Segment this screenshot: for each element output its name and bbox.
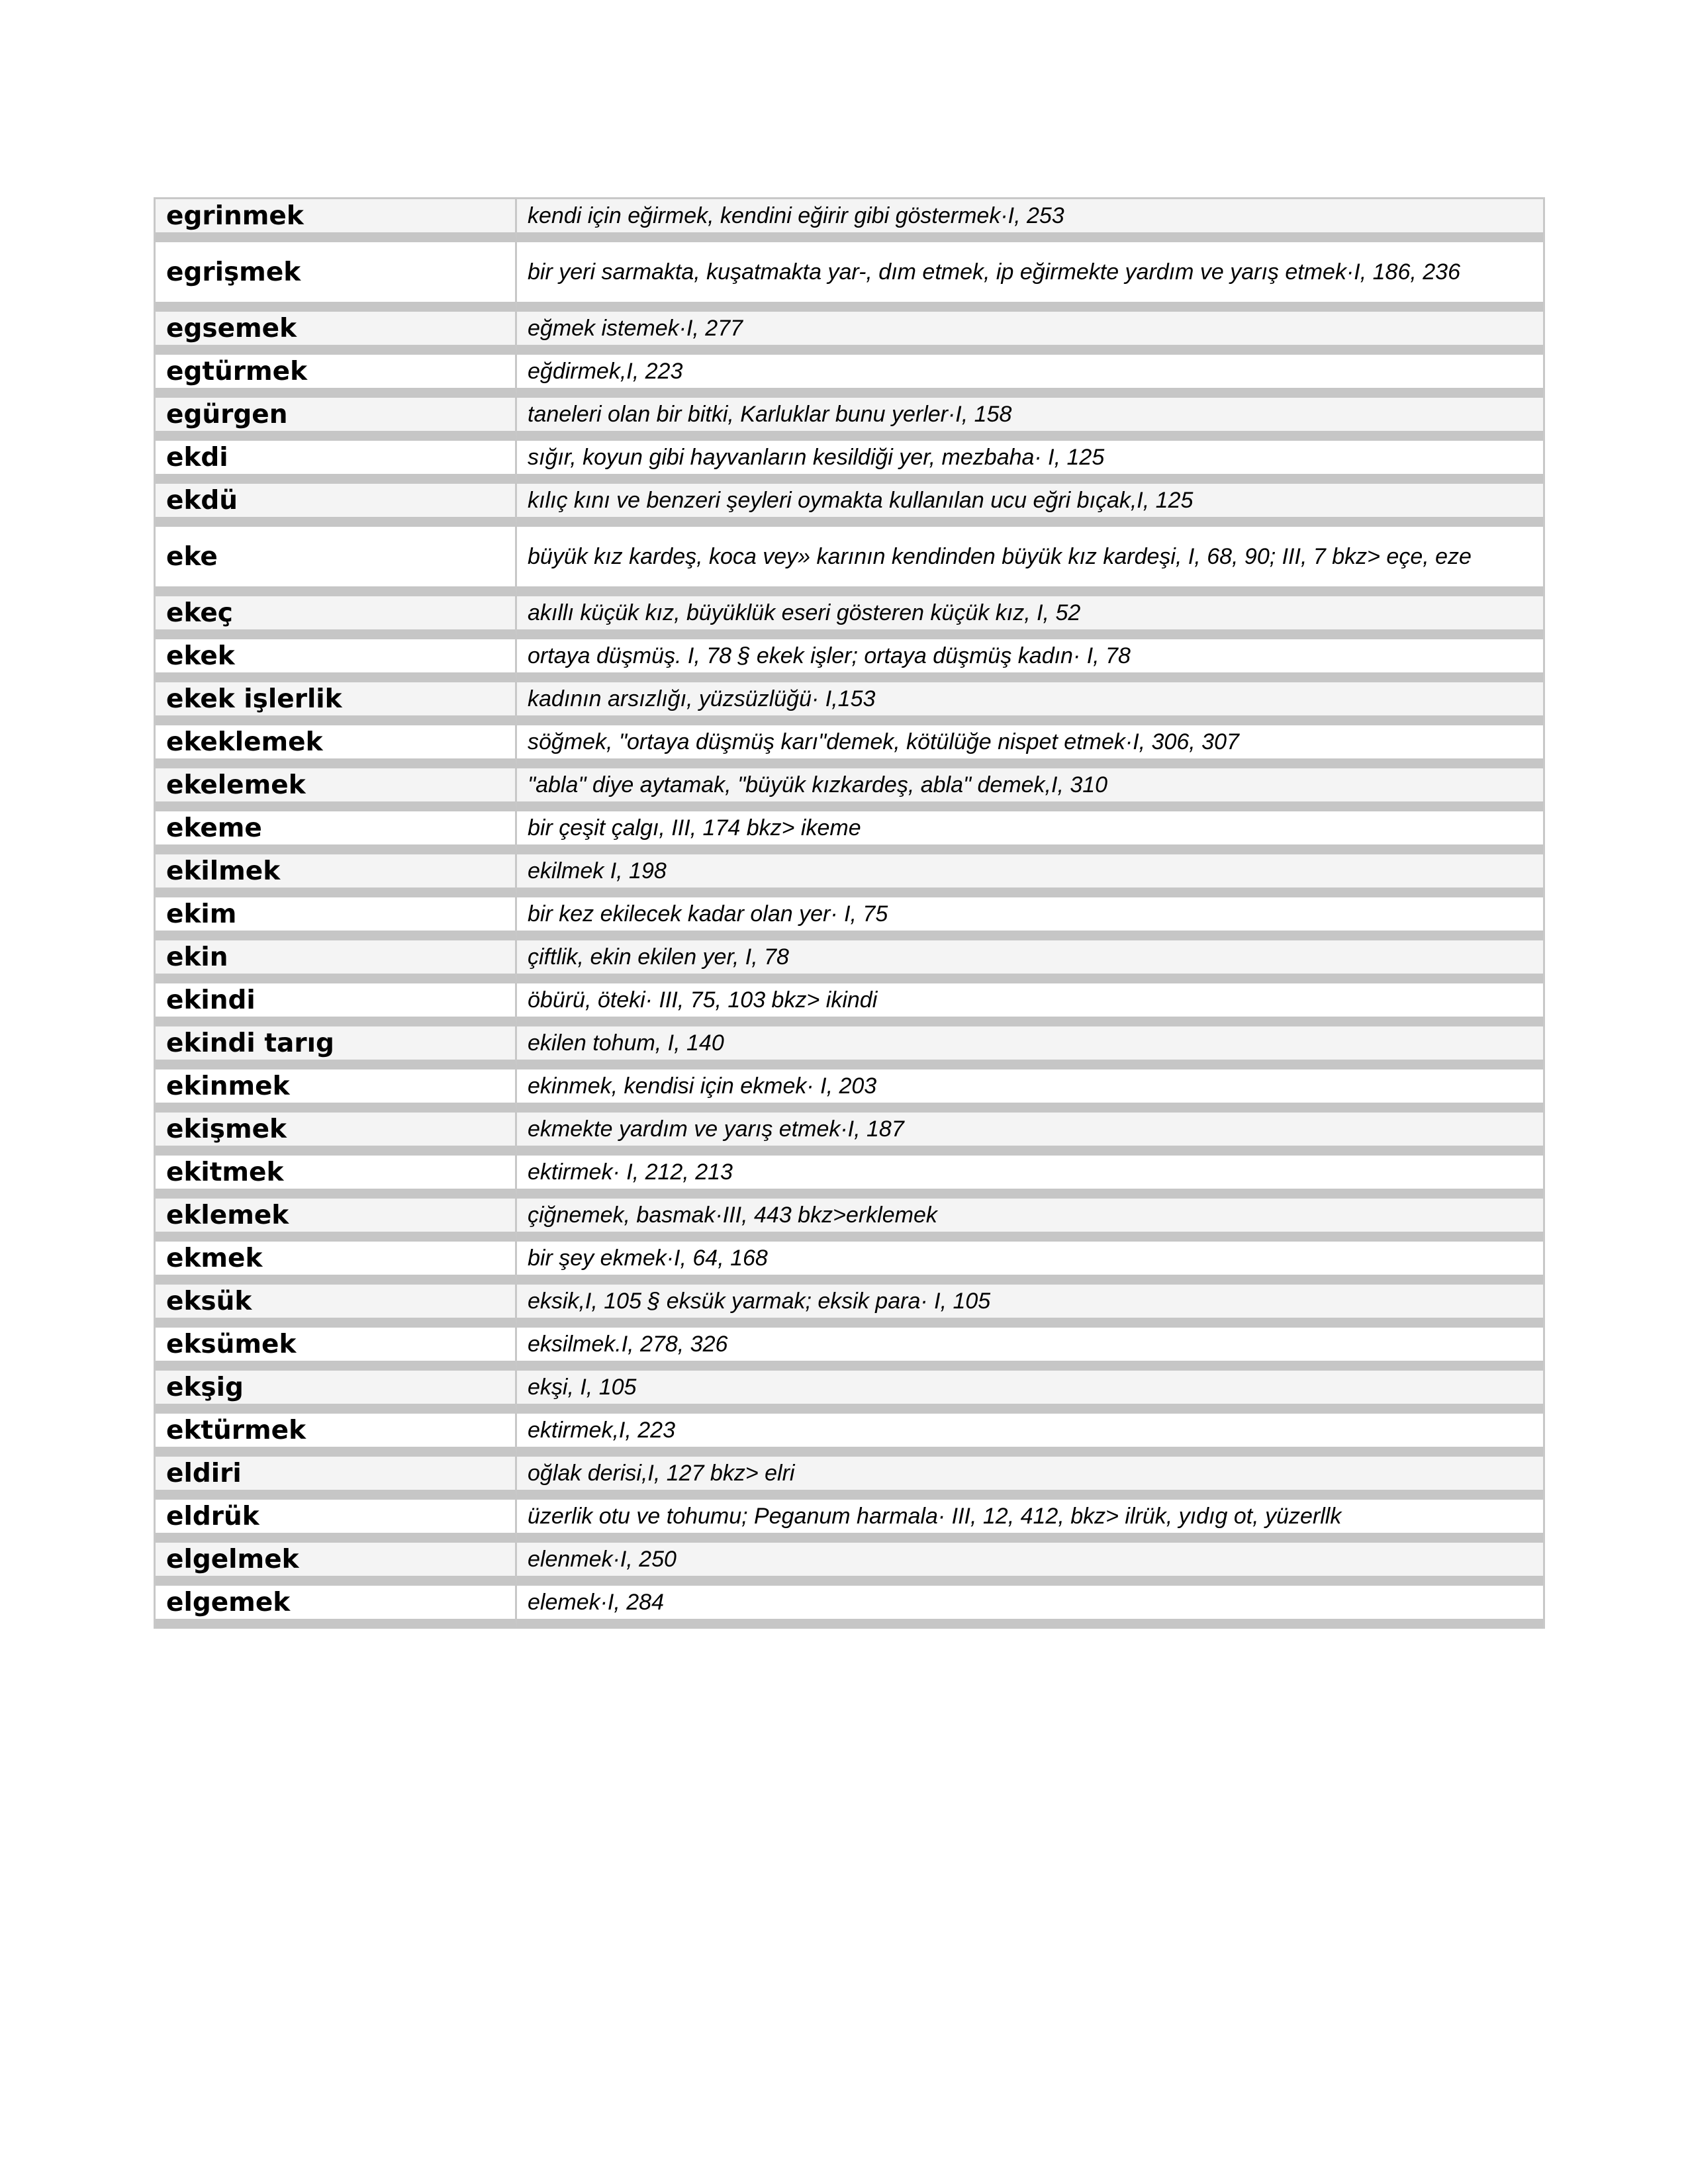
entry-term: elgemek — [156, 1586, 517, 1629]
entry-term: ekdü — [156, 484, 517, 527]
entry-term: eldrük — [156, 1500, 517, 1543]
table-row — [156, 639, 1543, 682]
entry-term: ekin — [156, 940, 517, 983]
table-row — [156, 1156, 1543, 1199]
entry-term: eksük — [156, 1285, 517, 1328]
entry-definition: ortaya düşmüş. I, 78 § ekek işler; ortaya düşmüş kadın· I, 78 — [517, 639, 1543, 682]
table-row — [156, 398, 1543, 441]
table-row — [156, 441, 1543, 484]
table-row — [156, 1414, 1543, 1457]
entry-term: ekeklemek — [156, 725, 517, 768]
table-row — [156, 1328, 1543, 1371]
table-row — [156, 1457, 1543, 1500]
entry-term: ekindi tarıg — [156, 1026, 517, 1069]
entry-term: ekişmek — [156, 1113, 517, 1156]
entry-definition: kılıç kını ve benzeri şeyleri oymakta kullanılan ucu eğri bıçak,I, 125 — [517, 484, 1543, 527]
entry-definition: eksilmek.I, 278, 326 — [517, 1328, 1543, 1371]
table-row — [156, 1026, 1543, 1069]
entry-definition: taneleri olan bir bitki, Karluklar bunu yerler·I, 158 — [517, 398, 1543, 441]
table-row — [156, 1500, 1543, 1543]
table-row — [156, 1069, 1543, 1113]
table-row — [156, 897, 1543, 940]
entry-term: eldiri — [156, 1457, 517, 1500]
entry-definition: elenmek·I, 250 — [517, 1543, 1543, 1586]
entry-term: ekindi — [156, 983, 517, 1026]
table-row — [156, 1371, 1543, 1414]
entry-definition: elemek·I, 284 — [517, 1586, 1543, 1629]
entry-term: ekmek — [156, 1242, 517, 1285]
table-row — [156, 725, 1543, 768]
entry-definition: bir çeşit çalgı, III, 174 bkz> ikeme — [517, 811, 1543, 854]
table-row — [156, 682, 1543, 725]
table-row — [156, 1586, 1543, 1629]
table-row — [156, 1242, 1543, 1285]
entry-term: ekinmek — [156, 1069, 517, 1113]
table-row — [156, 940, 1543, 983]
entry-term: ekek işlerlik — [156, 682, 517, 725]
table-row — [156, 1285, 1543, 1328]
entry-term: ekek — [156, 639, 517, 682]
entry-term: egsemek — [156, 312, 517, 355]
entry-term: ektürmek — [156, 1414, 517, 1457]
entry-definition: ektirmek,I, 223 — [517, 1414, 1543, 1457]
entry-definition: eğdirmek,I, 223 — [517, 355, 1543, 398]
table-row — [156, 768, 1543, 811]
entry-definition: ektirmek· I, 212, 213 — [517, 1156, 1543, 1199]
entry-term: ekim — [156, 897, 517, 940]
entry-term: egrinmek — [156, 199, 517, 242]
table-row — [156, 527, 1543, 596]
table-row — [156, 242, 1543, 312]
entry-definition: eğmek istemek·I, 277 — [517, 312, 1543, 355]
table-row — [156, 199, 1543, 242]
entry-term: ekşig — [156, 1371, 517, 1414]
entry-term: ekelemek — [156, 768, 517, 811]
entry-definition: çiğnemek, basmak·III, 443 bkz>erklemek — [517, 1199, 1543, 1242]
entry-definition: bir kez ekilecek kadar olan yer· I, 75 — [517, 897, 1543, 940]
entry-definition: bir şey ekmek·I, 64, 168 — [517, 1242, 1543, 1285]
entry-definition: "abla" diye aytamak, "büyük kızkardeş, abla" demek,I, 310 — [517, 768, 1543, 811]
entry-term: ekdi — [156, 441, 517, 484]
entry-definition: sığır, koyun gibi hayvanların kesildiği yer, mezbaha· I, 125 — [517, 441, 1543, 484]
entry-definition: oğlak derisi,I, 127 bkz> elri — [517, 1457, 1543, 1500]
table-row — [156, 811, 1543, 854]
entry-term: egtürmek — [156, 355, 517, 398]
entry-definition: büyük kız kardeş, koca vey» karının kendinden büyük kız kardeşi, I, 68, 90; III, 7 bkz> eçe, eze — [517, 527, 1543, 596]
table-row — [156, 1113, 1543, 1156]
entry-term: ekilmek — [156, 854, 517, 897]
entry-definition: ekinmek, kendisi için ekmek· I, 203 — [517, 1069, 1543, 1113]
entry-term: ekeç — [156, 596, 517, 639]
table-row — [156, 1543, 1543, 1586]
entry-definition: ekşi, I, 105 — [517, 1371, 1543, 1414]
entry-definition: söğmek, "ortaya düşmüş karı"demek, kötülüğe nispet etmek·I, 306, 307 — [517, 725, 1543, 768]
dictionary-body — [156, 199, 1543, 1629]
entry-term: eklemek — [156, 1199, 517, 1242]
table-row — [156, 312, 1543, 355]
entry-term: ekeme — [156, 811, 517, 854]
dictionary-table — [154, 197, 1545, 1629]
entry-term: ekitmek — [156, 1156, 517, 1199]
entry-definition: çiftlik, ekin ekilen yer, I, 78 — [517, 940, 1543, 983]
entry-definition: bir yeri sarmakta, kuşatmakta yar-, dım etmek, ip eğirmekte yardım ve yarış etmek·I, 186, 236 — [517, 242, 1543, 312]
table-row — [156, 596, 1543, 639]
entry-term: eke — [156, 527, 517, 596]
entry-definition: kendi için eğirmek, kendini eğirir gibi göstermek·I, 253 — [517, 199, 1543, 242]
entry-definition: akıllı küçük kız, büyüklük eseri gösteren küçük kız, I, 52 — [517, 596, 1543, 639]
table-row — [156, 854, 1543, 897]
entry-definition: ekmekte yardım ve yarış etmek·I, 187 — [517, 1113, 1543, 1156]
entry-term: egrişmek — [156, 242, 517, 312]
entry-definition: ekilmek I, 198 — [517, 854, 1543, 897]
entry-definition: üzerlik otu ve tohumu; Peganum harmala· III, 12, 412, bkz> ilrük, yıdıg ot, yüzerllk — [517, 1500, 1543, 1543]
entry-definition: eksik,I, 105 § eksük yarmak; eksik para· I, 105 — [517, 1285, 1543, 1328]
table-row — [156, 983, 1543, 1026]
table-row — [156, 355, 1543, 398]
entry-definition: kadının arsızlığı, yüzsüzlüğü· I,153 — [517, 682, 1543, 725]
entry-term: egürgen — [156, 398, 517, 441]
entry-definition: öbürü, öteki· III, 75, 103 bkz> ikindi — [517, 983, 1543, 1026]
entry-term: elgelmek — [156, 1543, 517, 1586]
entry-term: eksümek — [156, 1328, 517, 1371]
table-row — [156, 1199, 1543, 1242]
table-row — [156, 484, 1543, 527]
entry-definition: ekilen tohum, I, 140 — [517, 1026, 1543, 1069]
